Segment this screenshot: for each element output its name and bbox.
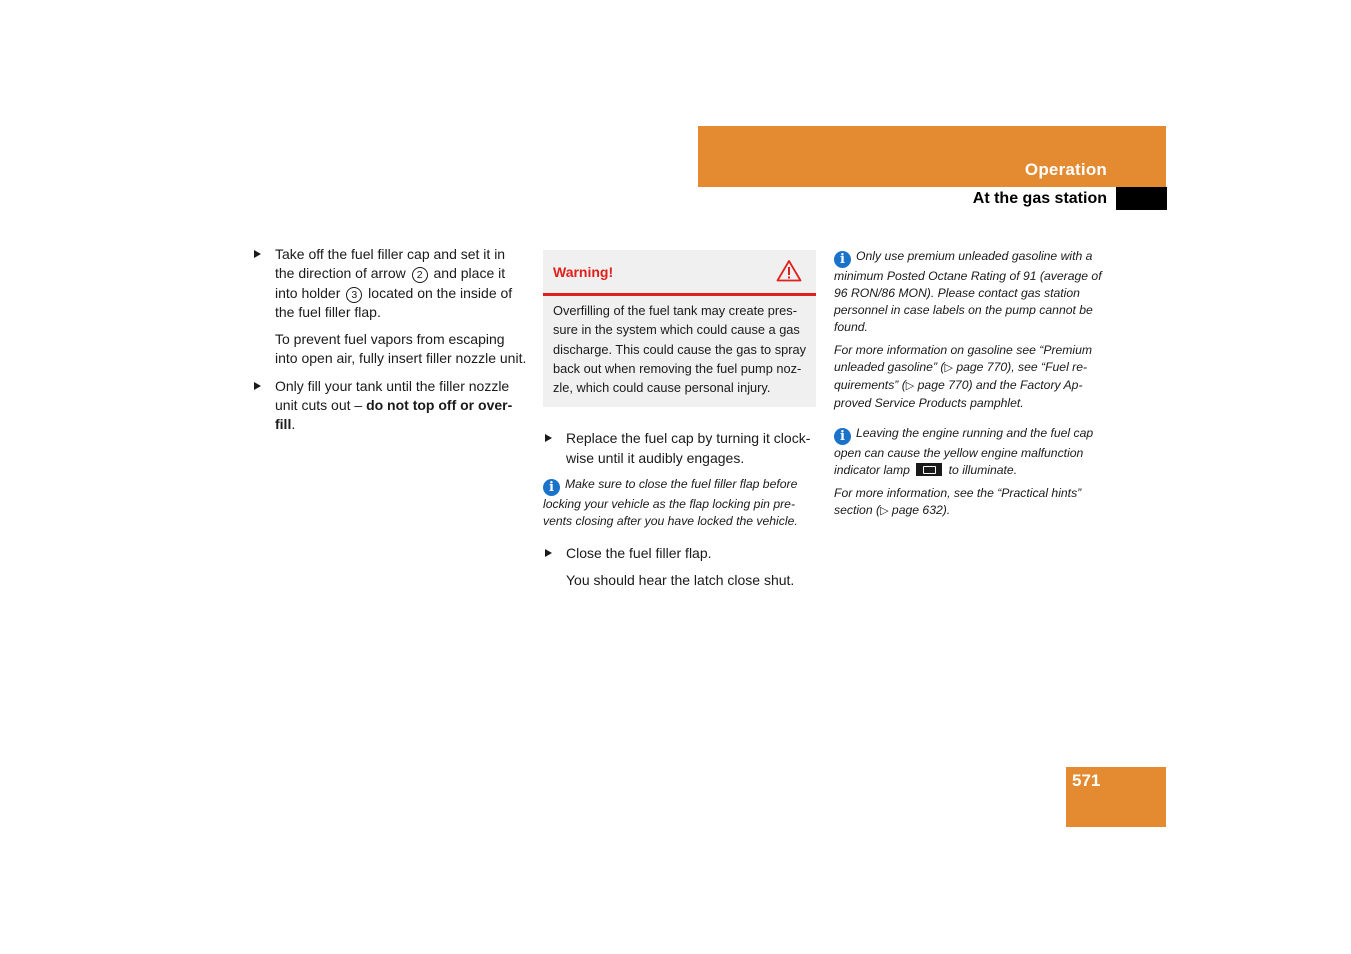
- warning-triangle-icon: [776, 259, 802, 287]
- bullet-arrow-icon: [545, 434, 552, 442]
- bullet-arrow-icon: [254, 382, 261, 390]
- column-3: [834, 248, 1108, 526]
- callout-number: 2: [412, 267, 428, 283]
- step-remove-cap: Take off the fuel filler cap and set it in the direction of arrow 2 and place it into holder 3 located on the inside of the fuel filler flap.: [252, 245, 528, 322]
- more-info-gasoline: For more information on gasoline see “Premium unleaded gasoline” (▷ page 770), see “Fuel re-quirements” (▷ page 770) and the Factory Ap-proved Service Products pamphlet.: [834, 343, 1093, 410]
- emphasis-text: do not top off or over-fill: [275, 397, 513, 433]
- paragraph-latch: You should hear the latch close shut.: [566, 572, 795, 589]
- page-reference-link[interactable]: page 770) and the Factory Ap-proved Service Products pamphlet.: [834, 378, 1083, 410]
- warning-title: Warning!: [553, 264, 614, 280]
- page-reference-link[interactable]: page 770), see “Fuel re-quirements” (: [834, 360, 1088, 392]
- section-tab-marker: [1116, 187, 1167, 210]
- warning-box: [543, 250, 816, 407]
- info-note-gasoline: i Only use premium unleaded gasoline with a minimum Posted Octane Rating of 91 (average of 96 RON/86 MON). Please contact gas station personnel in case labels on the pump cannot be found.: [834, 249, 1102, 334]
- column-2: [543, 250, 818, 599]
- step-replace-cap: Replace the fuel cap by turning it clock-wise until it audibly engages.: [543, 429, 818, 468]
- page-number-box: [1066, 767, 1166, 827]
- warning-header: [543, 250, 816, 296]
- page-reference-arrow-icon: ▷: [944, 362, 953, 374]
- step-close-flap: Close the fuel filler flap.: [543, 544, 818, 563]
- engine-malfunction-lamp-icon: [916, 463, 942, 476]
- page-reference-link[interactable]: page 632).: [891, 503, 951, 517]
- header-bar: [698, 126, 1166, 187]
- page-reference-arrow-icon: ▷: [880, 505, 889, 517]
- subsection-title: At the gas station: [972, 190, 1107, 207]
- bullet-arrow-icon: [254, 250, 261, 258]
- column-1: [252, 245, 528, 443]
- info-icon: i: [834, 428, 851, 445]
- info-note-engine-lamp: i Leaving the engine running and the fuel cap open can cause the yellow engine malfunction indicator lamp to illuminate.: [834, 426, 1094, 477]
- callout-number: 3: [346, 287, 362, 303]
- page-reference-arrow-icon: ▷: [905, 380, 915, 392]
- info-icon: i: [543, 479, 560, 496]
- bullet-arrow-icon: [545, 549, 552, 557]
- step-fill-tank: Only fill your tank until the filler nozzle unit cuts out – do not top off or over-fill.: [252, 377, 528, 435]
- more-info-practical-hints: For more information, see the “Practical hints” section (▷ page 632).: [834, 486, 1082, 517]
- info-note-flap: i Make sure to close the fuel filler flap before locking your vehicle as the flap locking pin pre-vents closing after you have locked the vehicle.: [543, 477, 798, 529]
- info-icon: i: [834, 251, 851, 268]
- page-number: 571: [1072, 771, 1101, 790]
- section-title: Operation: [1024, 160, 1107, 179]
- warning-body: Overfilling of the fuel tank may create pres-sure in the system which could cause a gas discharge. This could cause the gas to spray back out when removing the fuel pump noz-zle, which could cause personal injury.: [553, 303, 807, 396]
- paragraph-vapors: To prevent fuel vapors from escaping into open air, fully insert filler nozzle unit.: [275, 331, 527, 367]
